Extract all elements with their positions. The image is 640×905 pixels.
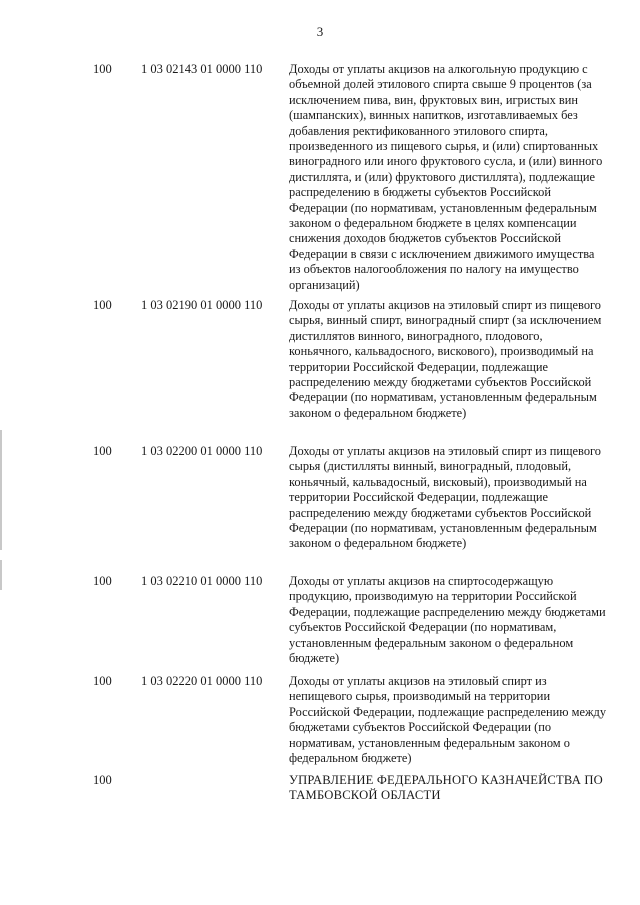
budget-classification-code: 1 03 02190 01 0000 110	[141, 298, 263, 312]
scan-edge-mark	[0, 560, 2, 590]
administrator-code: 100	[93, 773, 112, 787]
administrator-name: УПРАВЛЕНИЕ ФЕДЕРАЛЬНОГО КАЗНАЧЕЙСТВА ПО ТАМБОВСКОЙ ОБЛАСТИ	[289, 773, 603, 803]
budget-classification-code: 1 03 02200 01 0000 110	[141, 444, 263, 458]
administrator-code: 100	[93, 444, 112, 458]
administrator-code: 100	[93, 62, 112, 76]
revenue-description: Доходы от уплаты акцизов на этиловый спирт из пищевого сырья (дистилляты винный, виноградный, плодовый, коньячный, кальвадосный, висковый), производимый на территории Российской Федерации, подлежащие распределению между бюджетами субъектов Российской Федерации (по нормативам, установленным федеральным законом о федеральном бюджете)	[289, 444, 601, 551]
revenue-description: Доходы от уплаты акцизов на спиртосодержащую продукцию, производимую на территории Российской Федерации, подлежащие распределению между бюджетами субъектов Российской Федерации (по нормативам, установленным федеральным законом о федеральном бюджете)	[289, 574, 606, 666]
budget-classification-code: 1 03 02210 01 0000 110	[141, 574, 263, 588]
administrator-code: 100	[93, 298, 112, 312]
budget-classification-code: 1 03 02143 01 0000 110	[141, 62, 263, 76]
revenue-description: Доходы от уплаты акцизов на этиловый спирт из пищевого сырья, винный спирт, виноградный спирт (за исключением дистиллятов винного, виноградного, плодового, коньячного, кальвадосного, вискового), производимый на территории Российской Федерации, подлежащие распределению между бюджетами субъектов Российской Федерации (по нормативам, установленным федеральным законом о федеральном бюджете)	[289, 298, 602, 420]
revenue-description: Доходы от уплаты акцизов на этиловый спирт из непищевого сырья, производимый на территории Российской Федерации, подлежащие распределению между бюджетами субъектов Российской Федерации (по нормативам, установленным федеральным законом о федеральном бюджете)	[289, 674, 607, 766]
administrator-code: 100	[93, 574, 112, 588]
page-number: 3	[316, 24, 324, 39]
administrator-code: 100	[93, 674, 112, 688]
budget-classification-code: 1 03 02220 01 0000 110	[141, 674, 263, 688]
revenue-description: Доходы от уплаты акцизов на алкогольную продукцию с объемной долей этилового спирта свыше 9 процентов (за исключением пива, вин, фруктовых вин, игристых вин (шампанских), винных напитков, изготавливаемых без добавления ректификованного этилового спирта, произведенного из пищевого сырья, и (или) спиртованных виноградного или иного фруктового сусла, и (или) винного дистиллята, и (или) фруктового дистиллята), подлежащие распределению в бюджеты субъектов Российской Федерации (по нормативам, установленным федеральным законом о федеральном бюджете в целях компенсации снижения доходов бюджетов субъектов Российской Федерации в связи с исключением движимого имущества из объектов налогообложения по налогу на имущество организаций)	[289, 62, 603, 292]
scan-edge-mark	[0, 430, 2, 550]
